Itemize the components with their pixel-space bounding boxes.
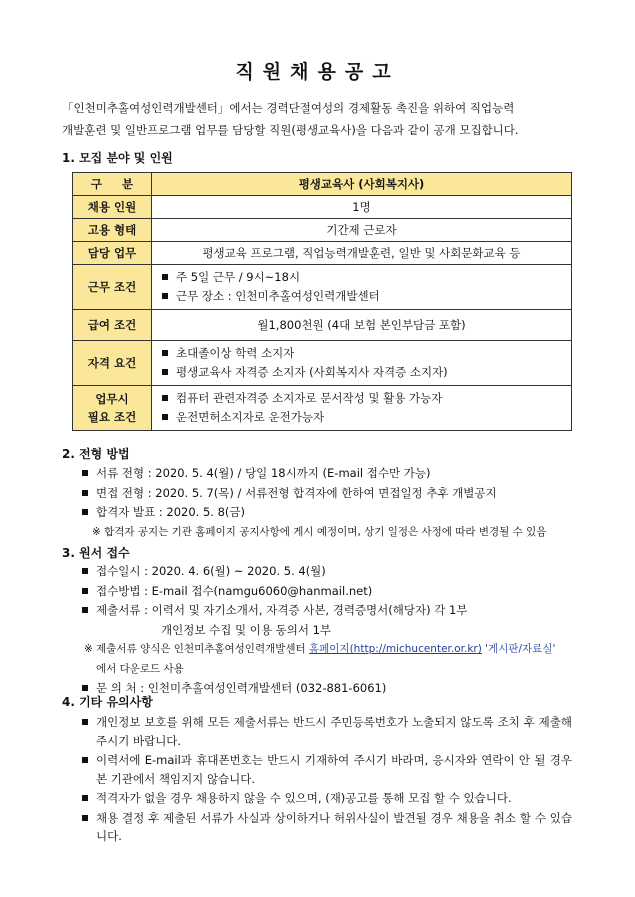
square-bullet-icon xyxy=(82,757,88,763)
application-list xyxy=(78,562,578,699)
intro-line-2: 개발훈련 및 일반프로그램 업무를 담당할 직원(평생교육사)을 다음과 같이 공개 모집합니다. xyxy=(62,123,519,137)
table-label: 담당 업무 xyxy=(73,242,152,265)
table-label: 업무시 필요 조건 xyxy=(73,386,152,431)
list-item: 제출서류 : 이력서 및 자기소개서, 자격증 사본, 경력증명서(해당자) 각 1부 xyxy=(78,601,578,621)
table-row xyxy=(73,341,572,386)
square-bullet-icon xyxy=(82,795,88,801)
bullet-item: 주 5일 근무 / 9시~18시 xyxy=(158,268,565,287)
square-bullet-icon xyxy=(82,490,88,496)
square-bullet-icon xyxy=(82,607,88,613)
square-bullet-icon xyxy=(162,369,168,375)
table-label: 구 분 xyxy=(73,173,152,196)
list-item: 서류 전형 : 2020. 5. 4(월) / 당일 18시까지 (E-mail 접수만 가능) xyxy=(78,464,578,484)
recruitment-table xyxy=(72,172,572,431)
list-item: 개인정보 보호를 위해 모든 제출서류는 반드시 주민등록번호가 노출되지 않도록 조치 후 제출해 주시기 바랍니다. xyxy=(78,713,572,750)
square-bullet-icon xyxy=(82,719,88,725)
table-value: 기간제 근로자 xyxy=(152,219,572,242)
table-row xyxy=(73,219,572,242)
list-item: 면접 전형 : 2020. 5. 7(목) / 서류전형 합격자에 한하여 면접일정 추후 개별공지 xyxy=(78,484,578,504)
table-value xyxy=(152,265,572,310)
section-2-heading: 2. 전형 방법 xyxy=(62,447,130,461)
bullet-item: 운전면허소지자로 운전가능자 xyxy=(158,408,565,427)
table-row xyxy=(73,310,572,341)
section-3-heading: 3. 원서 접수 xyxy=(62,546,130,560)
table-label: 채용 인원 xyxy=(73,196,152,219)
list-item-continued: 개인정보 수집 및 이용 동의서 1부 xyxy=(161,622,332,637)
square-bullet-icon xyxy=(82,470,88,476)
table-value xyxy=(152,386,572,431)
bullet-item: 평생교육사 자격증 소지자 (사회복지사 자격증 소지자) xyxy=(158,363,565,382)
table-row xyxy=(73,386,572,431)
intro-paragraph xyxy=(62,97,572,141)
square-bullet-icon xyxy=(82,685,88,691)
table-label: 자격 요건 xyxy=(73,341,152,386)
table-label: 급여 조건 xyxy=(73,310,152,341)
square-bullet-icon xyxy=(162,274,168,280)
table-value: 월1,800천원 (4대 보험 본인부담금 포함) xyxy=(152,310,572,341)
page-title: 직원채용공고 xyxy=(235,61,400,83)
square-bullet-icon xyxy=(82,588,88,594)
table-value: 평생교육사 (사회복지사) xyxy=(152,173,572,196)
square-bullet-icon xyxy=(162,293,168,299)
square-bullet-icon xyxy=(82,568,88,574)
list-item: 합격자 발표 : 2020. 5. 8(금) xyxy=(78,503,578,523)
bullet-item: 컴퓨터 관련자격증 소지자로 문서작성 및 활용 가능자 xyxy=(158,389,565,408)
table-value: 평생교육 프로그램, 직업능력개발훈련, 일반 및 사회문화교육 등 xyxy=(152,242,572,265)
table-row xyxy=(73,265,572,310)
square-bullet-icon xyxy=(162,350,168,356)
notes-list xyxy=(78,713,572,847)
table-value xyxy=(152,341,572,386)
table-value: 1명 xyxy=(152,196,572,219)
square-bullet-icon xyxy=(82,509,88,515)
board-category: '게시판/자료실' xyxy=(481,643,556,655)
table-row xyxy=(73,173,572,196)
schedule-note: ※ 합격자 공지는 기관 홈페이지 공지사항에 게시 예정이며, 상기 일정은 사정에 따라 변경될 수 있음 xyxy=(92,525,547,538)
table-row xyxy=(73,242,572,265)
list-item: 접수방법 : E-mail 접수(namgu6060@hanmail.net) xyxy=(78,582,578,602)
intro-line-1: 「인천미추홀여성인력개발센터」에서는 경력단절여성의 경제활동 촉진을 위하여 직업능력 xyxy=(62,101,515,115)
section-1-heading: 1. 모집 분야 및 인원 xyxy=(62,151,173,165)
list-item: 채용 결정 후 제출된 서류가 사실과 상이하거나 허위사실이 발견될 경우 채용을 취소 할 수 있습니다. xyxy=(78,809,572,846)
table-row xyxy=(73,196,572,219)
bullet-item: 근무 장소 : 인천미추홀여성인력개발센터 xyxy=(158,287,565,306)
square-bullet-icon xyxy=(162,414,168,420)
table-label: 근무 조건 xyxy=(73,265,152,310)
list-item: 접수일시 : 2020. 4. 6(월) ~ 2020. 5. 4(월) xyxy=(78,562,578,582)
form-download-note-line2: 에서 다운로드 사용 xyxy=(96,662,184,675)
square-bullet-icon xyxy=(162,395,168,401)
list-item: 적격자가 없을 경우 채용하지 않을 수 있으며, (재)공고를 통해 모집 할 수 있습니다. xyxy=(78,789,572,808)
section-4-heading: 4. 기타 유의사항 xyxy=(62,695,153,709)
square-bullet-icon xyxy=(82,815,88,821)
form-download-note: ※ 제출서류 양식은 인천미추홀여성인력개발센터 홈페이지(http://michucenter.or.kr) '게시판/자료실' xyxy=(84,643,556,655)
list-item: 이력서에 E-mail과 휴대폰번호는 반드시 기재하여 주시기 바라며, 응시자와 연락이 안 될 경우 본 기관에서 책임지지 않습니다. xyxy=(78,751,572,788)
list-item: 문 의 처 : 인천미추홀여성인력개발센터 (032-881-6061) xyxy=(78,679,578,699)
table-label: 고용 형태 xyxy=(73,219,152,242)
bullet-item: 초대졸이상 학력 소지자 xyxy=(158,344,565,363)
selection-process-list xyxy=(78,464,578,542)
homepage-link[interactable]: 홈페이지(http://michucenter.or.kr) xyxy=(309,643,482,655)
